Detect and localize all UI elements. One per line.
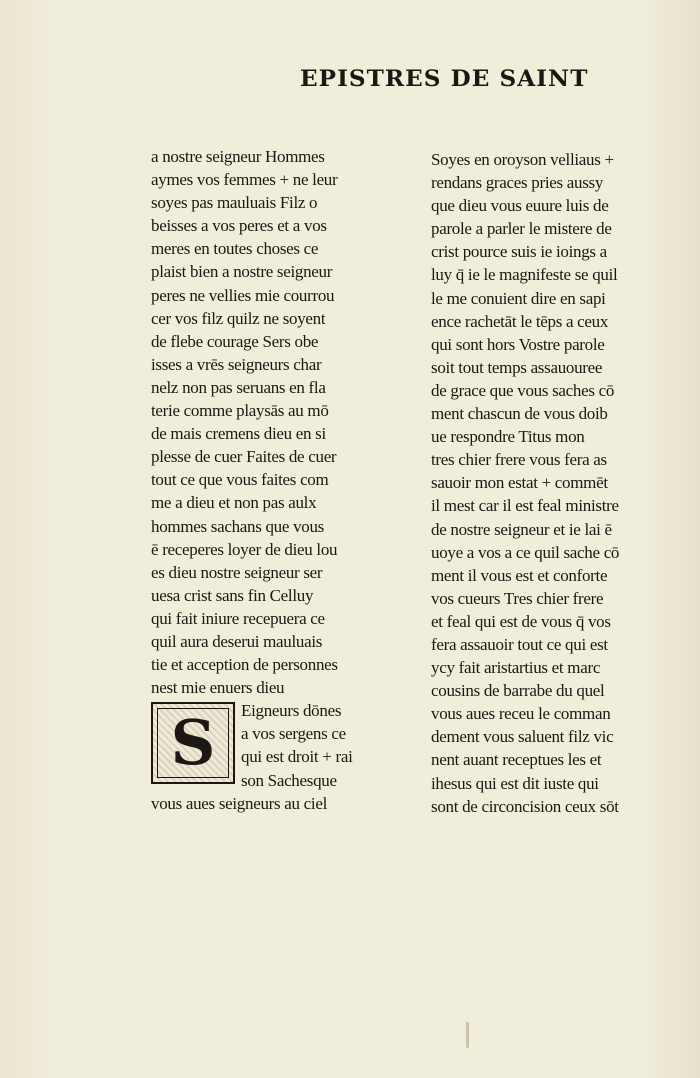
text-line: de mais cremens dieu en si: [151, 424, 326, 444]
text-line: de nostre seigneur et ie lai ē: [431, 519, 612, 539]
text-line: a vos sergens ce: [241, 724, 346, 744]
text-line: luy q̄ ie le magnifeste se quil: [431, 265, 618, 285]
text-line: vous aues receu le comman: [431, 704, 611, 724]
text-line: Soyes en oroyson velliaus +: [431, 150, 614, 169]
text-line: qui sont hors Vostre parole: [431, 334, 605, 354]
text-line: nent auant receptues les et: [431, 750, 602, 770]
left-text-column: [151, 145, 391, 815]
text-line: ence rachetāt le tēps a ceux: [431, 311, 609, 331]
text-line: hommes sachans que vous: [151, 516, 324, 536]
text-line: de flebe courage Sers obe: [151, 331, 319, 351]
right-text-column: [431, 148, 671, 818]
text-line: crist pource suis ie ioings a: [431, 242, 607, 262]
text-line: me a dieu et non pas aulx: [151, 493, 317, 513]
text-line: dement vous saluent filz vic: [431, 727, 614, 747]
text-line: vos cueurs Tres chier frere: [431, 588, 604, 608]
text-line: peres ne vellies mie courrou: [151, 285, 335, 305]
text-line: nelz non pas seruans en fla: [151, 377, 326, 397]
text-line: vous aues seigneurs au ciel: [151, 793, 328, 813]
drop-cap-letter: S: [170, 706, 216, 780]
text-line: il mest car il est feal ministre: [431, 496, 619, 516]
text-line: Eigneurs dōnes: [241, 701, 342, 721]
text-line: ihesus qui est dit iuste qui: [431, 773, 599, 793]
text-line: uoye a vos a ce quil sache cō: [431, 542, 620, 562]
text-line: plesse de cuer Faites de cuer: [151, 447, 337, 467]
text-line: aymes vos femmes + ne leur: [151, 170, 338, 190]
text-line: ment chascun de vous doib: [431, 404, 608, 424]
text-line: nest mie enuers dieu: [151, 678, 285, 698]
text-line: fera assauoir tout ce qui est: [431, 634, 608, 654]
text-line: cer vos filz quilz ne soyent: [151, 308, 326, 328]
text-line: ycy fait aristartius et marc: [431, 658, 601, 678]
text-line: de grace que vous saches cō: [431, 380, 615, 400]
text-line: le me conuient dire en sapi: [431, 288, 606, 308]
text-line: tres chier frere vous fera as: [431, 450, 607, 470]
text-line: soit tout temps assauouree: [431, 357, 603, 377]
text-line: plaist bien a nostre seigneur: [151, 262, 333, 282]
text-line: ue respondre Titus mon: [431, 427, 585, 447]
ornamented-initial: [151, 702, 235, 784]
text-line: soyes pas mauluais Filz o: [151, 193, 318, 213]
paper-fold-mark: [466, 1022, 469, 1048]
text-line: terie comme playsās au mō: [151, 401, 329, 421]
text-line: tie et acception de personnes: [151, 655, 338, 675]
text-line: et feal qui est de vous q̄ vos: [431, 611, 611, 631]
running-head: EPISTRES DE SAINT: [300, 66, 589, 92]
text-line: es dieu nostre seigneur ser: [151, 562, 323, 582]
text-line: ment il vous est et conforte: [431, 565, 608, 585]
text-line: sont de circoncision ceux sōt: [431, 796, 619, 816]
initial-adjacent-lines: [241, 699, 353, 791]
text-line: quil aura deserui mauluais: [151, 631, 323, 651]
text-line: son Sachesque: [241, 770, 337, 790]
text-line: sauoir mon estat + commēt: [431, 473, 608, 493]
text-line: qui est droit + rai: [241, 747, 353, 767]
text-line: rendans graces pries aussy: [431, 173, 604, 193]
text-line: qui fait iniure recepuera ce: [151, 608, 325, 628]
text-line: ē receperes loyer de dieu lou: [151, 539, 338, 559]
text-line: cousins de barrabe du quel: [431, 681, 605, 701]
text-line: a nostre seigneur Hommes: [151, 147, 325, 166]
drop-cap-block: [151, 699, 391, 791]
text-line: isses a vrēs seigneurs char: [151, 354, 322, 374]
text-line: meres en toutes choses ce: [151, 239, 319, 259]
text-line: uesa crist sans fin Celluy: [151, 585, 314, 605]
text-line: beisses a vos peres et a vos: [151, 216, 327, 236]
text-line: tout ce que vous faites com: [151, 470, 329, 490]
text-line: parole a parler le mistere de: [431, 219, 612, 239]
text-line: que dieu vous euure luis de: [431, 196, 609, 216]
